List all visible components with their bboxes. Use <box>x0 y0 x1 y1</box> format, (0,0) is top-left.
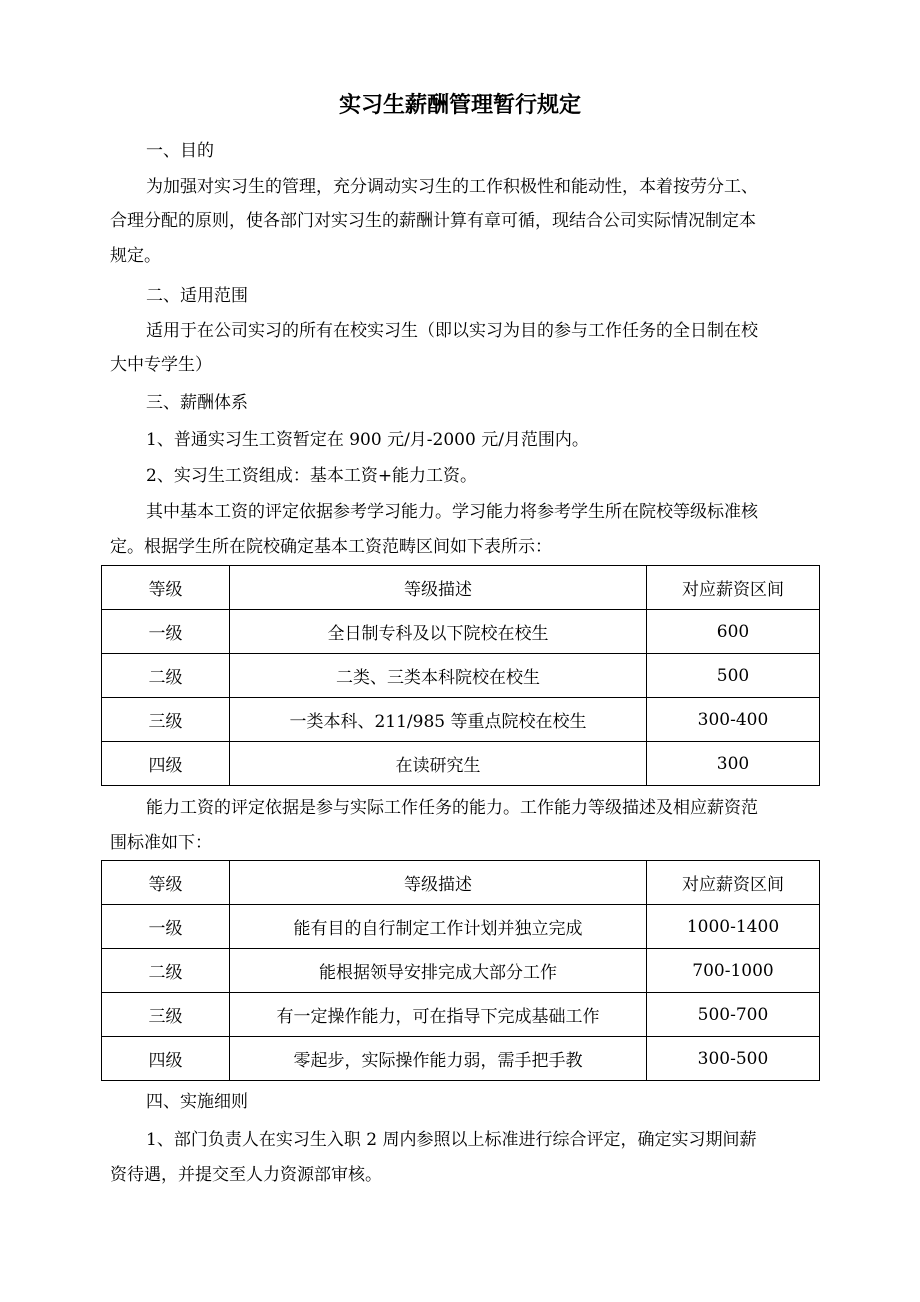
table-row <box>102 654 820 698</box>
section-heading-purpose: 一、目的 <box>146 141 214 161</box>
table-cell: 二级 <box>102 654 230 698</box>
paragraph-line: 其中基本工资的评定依据参考学习能力。学习能力将参考学生所在院校等级标准核 <box>146 502 758 522</box>
table-row <box>102 993 820 1037</box>
table-cell: 三级 <box>102 698 230 742</box>
header-cell: 对应薪资区间 <box>647 566 820 610</box>
paragraph-line: 资待遇，并提交至人力资源部审核。 <box>110 1165 382 1185</box>
table-cell: 700-1000 <box>647 949 820 993</box>
table-cell: 有一定操作能力，可在指导下完成基础工作 <box>230 993 647 1037</box>
table-cell: 一级 <box>102 905 230 949</box>
table-cell: 500 <box>647 654 820 698</box>
paragraph-line: 能力工资的评定依据是参与实际工作任务的能力。工作能力等级描述及相应薪资范 <box>146 798 758 818</box>
table-row <box>102 905 820 949</box>
table-row <box>102 742 820 786</box>
table-cell: 500-700 <box>647 993 820 1037</box>
header-cell: 等级 <box>102 566 230 610</box>
salary-item-1: 1、普通实习生工资暂定在 900 元/月-2000 元/月范围内。 <box>146 430 589 450</box>
header-cell: 等级描述 <box>230 861 647 905</box>
table-cell: 在读研究生 <box>230 742 647 786</box>
table-cell: 三级 <box>102 993 230 1037</box>
header-cell: 等级 <box>102 861 230 905</box>
header-cell: 对应薪资区间 <box>647 861 820 905</box>
paragraph-line: 围标准如下： <box>110 833 212 853</box>
table-row <box>102 610 820 654</box>
ability-salary-table <box>101 860 820 1081</box>
table-cell: 一类本科、211/985 等重点院校在校生 <box>230 698 647 742</box>
table-row <box>102 1037 820 1081</box>
table-cell: 600 <box>647 610 820 654</box>
table-cell: 能根据领导安排完成大部分工作 <box>230 949 647 993</box>
salary-item-2: 2、实习生工资组成：基本工资+能力工资。 <box>146 466 478 486</box>
table-cell: 二类、三类本科院校在校生 <box>230 654 647 698</box>
table-cell: 四级 <box>102 1037 230 1081</box>
table-cell: 300-500 <box>647 1037 820 1081</box>
table-row <box>102 949 820 993</box>
table-cell: 1000-1400 <box>647 905 820 949</box>
table-cell: 零起步，实际操作能力弱，需手把手教 <box>230 1037 647 1081</box>
paragraph-line: 1、部门负责人在实习生入职 2 周内参照以上标准进行综合评定，确定实习期间薪 <box>146 1130 757 1150</box>
paragraph-line: 规定。 <box>110 246 161 266</box>
paragraph-line: 适用于在公司实习的所有在校实习生（即以实习为目的参与工作任务的全日制在校 <box>146 321 758 341</box>
paragraph-line: 定。根据学生所在院校确定基本工资范畴区间如下表所示： <box>110 537 552 557</box>
table-cell: 二级 <box>102 949 230 993</box>
basic-salary-table <box>101 565 820 786</box>
document-title: 实习生薪酬管理暂行规定 <box>338 93 581 118</box>
paragraph-line: 大中专学生） <box>110 355 212 375</box>
table-row <box>102 698 820 742</box>
table-header-row <box>102 861 820 905</box>
table-cell: 四级 <box>102 742 230 786</box>
section-heading-scope: 二、适用范围 <box>146 286 248 306</box>
section-heading-implementation: 四、实施细则 <box>146 1092 248 1112</box>
header-cell: 等级描述 <box>230 566 647 610</box>
table-cell: 一级 <box>102 610 230 654</box>
paragraph-line: 合理分配的原则，使各部门对实习生的薪酬计算有章可循，现结合公司实际情况制定本 <box>110 211 756 231</box>
table-header-row <box>102 566 820 610</box>
table-cell: 全日制专科及以下院校在校生 <box>230 610 647 654</box>
paragraph-line: 为加强对实习生的管理，充分调动实习生的工作积极性和能动性，本着按劳分工、 <box>146 177 758 197</box>
table-cell: 能有目的自行制定工作计划并独立完成 <box>230 905 647 949</box>
table-cell: 300 <box>647 742 820 786</box>
section-heading-salary-system: 三、薪酬体系 <box>146 393 248 413</box>
table-cell: 300-400 <box>647 698 820 742</box>
